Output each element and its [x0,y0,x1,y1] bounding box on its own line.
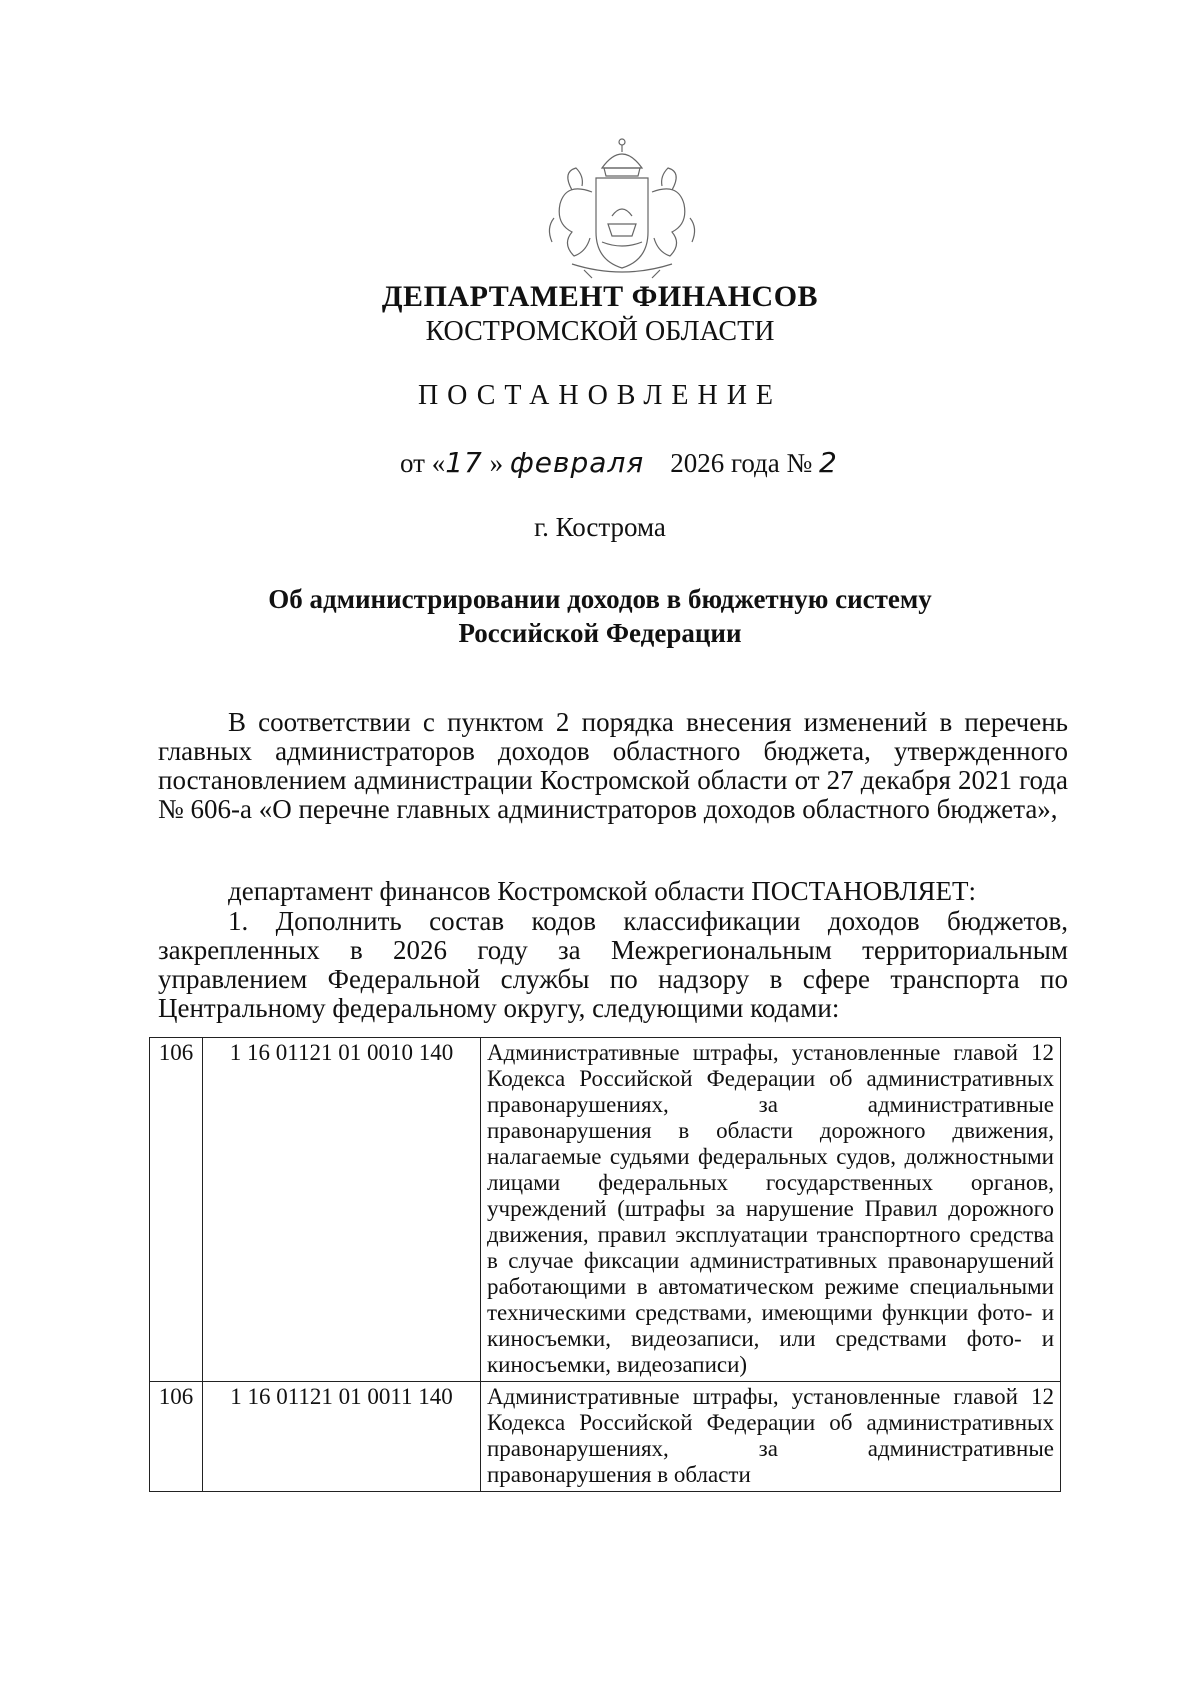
document-type: ПОСТАНОВЛЕНИЕ [417,380,783,411]
date-prefix: от « [400,448,446,478]
date-year: 2026 года № [670,448,813,478]
admin-code-cell: 106 [150,1382,203,1492]
body-paragraph-3: 1. Дополнить состав кодов классификации доходов бюджетов, закрепленных в 2026 году за Межрегиональным территориальным управлением Федеральной службы по надзору в сфере транспорта по Центральному федеральному округу, следующими кодами: [158,906,1068,1023]
handwritten-number: 2 [819,446,838,479]
coat-of-arms-icon [532,132,712,282]
subject-line-1: Об администрировании доходов в бюджетную систему [268,584,932,614]
income-code-cell: 1 16 01121 01 0011 140 [203,1382,481,1492]
department-title: ДЕПАРТАМЕНТ ФИНАНСОВ [381,280,819,313]
handwritten-month: февраля [509,446,645,479]
date-mid: » [489,448,504,478]
income-name-cell: Административные штрафы, установленные главой 12 Кодекса Российской Федерации об административных правонарушениях, за административные правонарушения в области [481,1382,1061,1492]
city: г. Кострома [534,512,666,542]
codes-table [149,1037,1061,1492]
income-code-cell: 1 16 01121 01 0010 140 [203,1038,481,1382]
income-name-cell: Административные штрафы, установленные главой 12 Кодекса Российской Федерации об административных правонарушениях, за административные правонарушения в области дорожного движения, налагаемые судьями федеральных судов, должностными лицами федеральных государственных органов, учреждений (штрафы за нарушение Правил дорожного движения, правил эксплуатации транспортного средства в случае фиксации административных правонарушений работающими в автоматическом режиме специальными техническими средствами, имеющими функции фото- и киносъемки, видеозаписи, или средствами фото- и киносъемки, видеозаписи) [481,1038,1061,1382]
handwritten-day: 17 [445,446,483,479]
body-paragraph-2: департамент финансов Костромской области ПОСТАНОВЛЯЕТ: [228,876,977,906]
date-line [400,446,838,479]
table-row [150,1038,1061,1382]
subject-line-2: Российской Федерации [458,618,742,648]
department-region: КОСТРОМСКОЙ ОБЛАСТИ [425,316,775,347]
admin-code-cell: 106 [150,1038,203,1382]
document-subject [0,582,1200,650]
table-row [150,1382,1061,1492]
body-paragraph-1: В соответствии с пунктом 2 порядка внесения изменений в перечень главных администраторов доходов областного бюджета, утвержденного постановлением администрации Костромской области от 27 декабря 2021 года № 606-а «О перечне главных администраторов доходов областного бюджета», [158,707,1068,824]
